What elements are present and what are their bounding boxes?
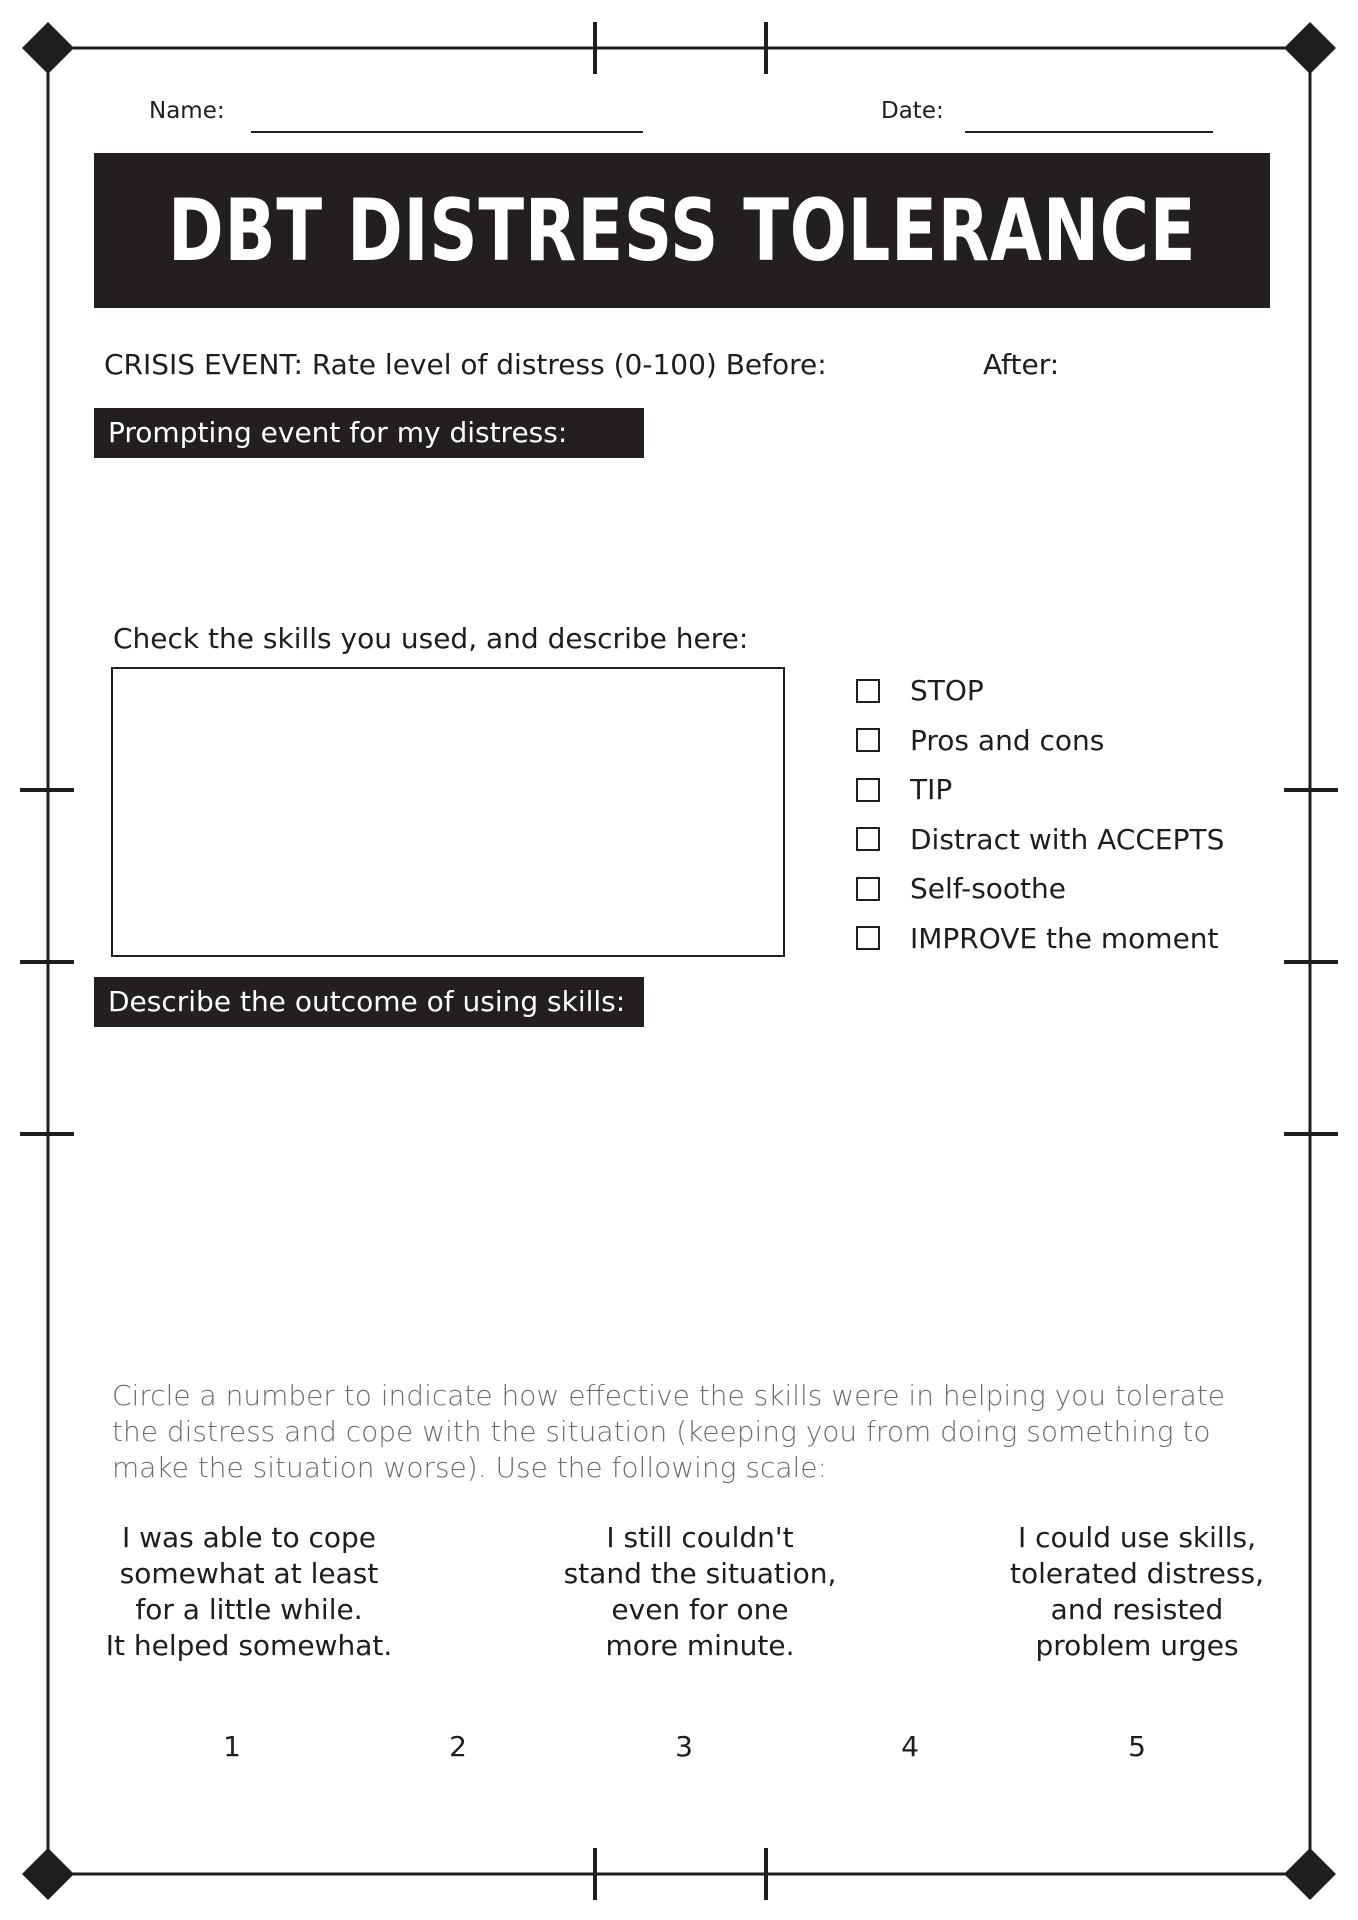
page-title: DBT DISTRESS TOLERANCE: [167, 180, 1197, 281]
scale-description-line: even for one: [611, 1593, 789, 1626]
checkbox[interactable]: [856, 728, 880, 752]
skill-item-stop[interactable]: [856, 666, 1224, 716]
prompting-event-heading: Prompting event for my distress:: [94, 408, 644, 458]
scale-number-2[interactable]: 2: [449, 1730, 467, 1763]
scale-description-high: [972, 1520, 1302, 1664]
title-banner: [94, 153, 1270, 308]
scale-number-5[interactable]: 5: [1128, 1730, 1146, 1763]
scale-description-line: somewhat at least: [119, 1557, 379, 1590]
skill-item-improve-the-moment[interactable]: [856, 914, 1224, 964]
scale-description-line: for a little while.: [135, 1593, 363, 1626]
skill-item-self-soothe[interactable]: [856, 864, 1224, 914]
scale-description-line: and resisted: [1050, 1593, 1224, 1626]
skill-item-pros-and-cons[interactable]: [856, 716, 1224, 766]
skill-label: Self-soothe: [910, 872, 1067, 906]
checkbox[interactable]: [856, 877, 880, 901]
scale-description-line: I could use skills,: [1018, 1521, 1256, 1554]
scale-description-mid: [535, 1520, 865, 1664]
instruction-line: make the situation worse). Use the following scale:: [112, 1451, 827, 1484]
check-skills-prompt: Check the skills you used, and describe here:: [113, 622, 749, 655]
corner-diamond-top-right: [1284, 22, 1336, 74]
scale-description-line: I was able to cope: [121, 1521, 377, 1554]
scale-description-line: I still couldn't: [606, 1521, 794, 1554]
scale-description-line: It helped somewhat.: [105, 1629, 393, 1662]
crisis-before-label: CRISIS EVENT: Rate level of distress (0-100) Before:: [104, 348, 827, 381]
scale-description-low: [84, 1520, 414, 1664]
name-field[interactable]: [251, 131, 643, 133]
date-field[interactable]: [965, 131, 1213, 133]
skills-description-box[interactable]: [111, 667, 785, 957]
skill-label: IMPROVE the moment: [910, 921, 1219, 955]
name-label: Name:: [149, 98, 225, 124]
prompting-event-writing-area[interactable]: [94, 468, 1270, 618]
skill-label: TIP: [910, 773, 953, 807]
skill-item-tip[interactable]: [856, 765, 1224, 815]
instruction-line: the distress and cope with the situation (keeping you from doing something to: [112, 1415, 1211, 1448]
skill-label: Distract with ACCEPTS: [910, 822, 1225, 856]
outcome-heading: Describe the outcome of using skills:: [94, 977, 644, 1027]
checkbox[interactable]: [856, 926, 880, 950]
corner-diamond-bottom-left: [22, 1848, 74, 1900]
date-label: Date:: [881, 98, 944, 124]
scale-number-1[interactable]: 1: [223, 1730, 241, 1763]
skill-label: Pros and cons: [910, 723, 1105, 757]
effectiveness-instructions: [112, 1378, 1232, 1486]
scale-description-line: stand the situation,: [563, 1557, 837, 1590]
scale-description-line: more minute.: [605, 1629, 795, 1662]
outcome-writing-area[interactable]: [94, 1040, 1270, 1340]
skills-checklist: [856, 666, 1224, 963]
scale-description-line: tolerated distress,: [1010, 1557, 1264, 1590]
scale-description-line: problem urges: [1035, 1629, 1239, 1662]
checkbox[interactable]: [856, 827, 880, 851]
skill-item-distract-with-accepts[interactable]: [856, 815, 1224, 865]
checkbox[interactable]: [856, 778, 880, 802]
scale-number-4[interactable]: 4: [901, 1730, 919, 1763]
checkbox[interactable]: [856, 679, 880, 703]
crisis-after-label: After:: [983, 348, 1060, 381]
skill-label: STOP: [910, 674, 984, 708]
corner-diamond-top-left: [22, 22, 74, 74]
instruction-line: Circle a number to indicate how effective the skills were in helping you tolerate: [112, 1379, 1225, 1412]
scale-number-3[interactable]: 3: [675, 1730, 693, 1763]
corner-diamond-bottom-right: [1284, 1848, 1336, 1900]
